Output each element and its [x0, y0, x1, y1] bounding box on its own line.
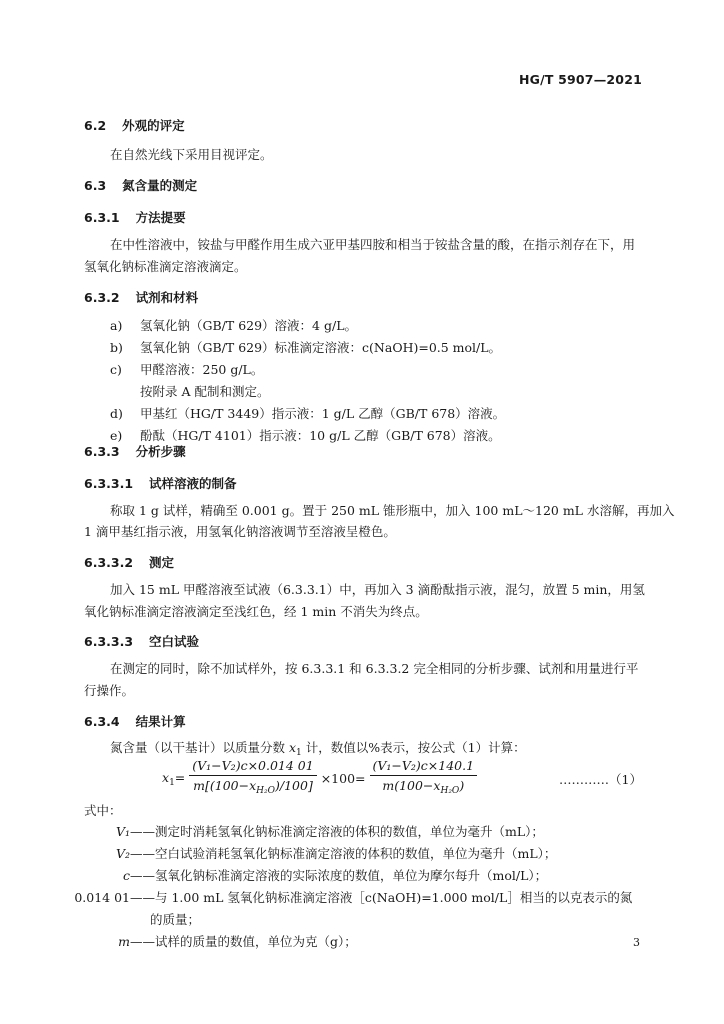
list-item-continuation: 按附录 A 配制和测定。	[140, 384, 270, 399]
definition-continuation: 的质量；	[150, 912, 201, 927]
list-text: 甲基红（HG/T 3449）指示液：1 g/L 乙醇（GB/T 678）溶液。	[140, 406, 506, 421]
heading-title: 结果计算	[135, 714, 186, 729]
list-item	[110, 404, 505, 422]
formula-eq: =	[174, 769, 186, 785]
definition-row	[0, 866, 547, 884]
intro-subscript: 1	[296, 748, 302, 758]
den-text: m[(100−x	[193, 778, 257, 793]
fraction-2-denominator	[370, 776, 478, 801]
heading-title: 氮含量的测定	[122, 178, 198, 193]
heading-number: 6.3.3	[84, 444, 120, 459]
heading-number: 6.3.1	[84, 210, 120, 225]
heading-6-3-3-1	[84, 474, 237, 492]
heading-6-2	[84, 116, 185, 134]
definition-symbol: V₂	[115, 846, 130, 861]
heading-6-3-3-3	[84, 632, 199, 650]
definition-row	[0, 888, 632, 906]
definition-row	[0, 932, 357, 950]
list-tag: c)	[110, 362, 122, 377]
standard-number: HG/T 5907—2021	[518, 72, 642, 87]
fraction-1-numerator: (V₁−V₂)c×0.014 01	[189, 756, 316, 776]
paragraph-line: 氧化钠标准滴定溶液滴定至浅红色，经 1 min 不消失为终点。	[84, 604, 428, 619]
heading-title: 试样溶液的制备	[149, 476, 237, 491]
fraction-2	[370, 756, 478, 801]
den-text: )/100]	[275, 778, 313, 793]
intro-variable: x	[288, 740, 297, 755]
heading-number: 6.3.4	[84, 714, 120, 729]
heading-number: 6.3	[84, 178, 107, 193]
fraction-1	[189, 756, 316, 801]
formula-intro	[110, 738, 526, 758]
formula-lhs	[162, 770, 185, 788]
formula-number: …………（1）	[559, 772, 642, 787]
definition-row	[0, 844, 556, 862]
list-item	[110, 316, 357, 334]
list-item	[110, 360, 263, 378]
formula-1	[162, 756, 477, 800]
den-text: m(100−x	[382, 778, 441, 793]
definition-text: ——空白试验消耗氢氧化钠标准滴定溶液的体积的数值，单位为毫升（mL）；	[130, 846, 557, 861]
paragraph-line: 在中性溶液中，铵盐与甲醛作用生成六亚甲基四胺和相当于铵盐含量的酸，在指示剂存在下，用	[110, 237, 636, 252]
heading-6-3	[84, 176, 197, 194]
definition-symbol: c	[122, 868, 130, 883]
heading-title: 试剂和材料	[135, 290, 199, 305]
paragraph-line: 行操作。	[84, 683, 135, 698]
definition-symbol: m	[118, 934, 130, 949]
definition-text: ——氢氧化钠标准滴定溶液的实际浓度的数值，单位为摩尔每升（mol/L）；	[130, 868, 548, 883]
list-tag: d)	[110, 406, 123, 421]
heading-number: 6.3.3.1	[84, 476, 134, 491]
heading-title: 空白试验	[149, 634, 200, 649]
heading-6-3-1	[84, 208, 186, 226]
paragraph-line: 氢氧化钠标准滴定溶液滴定。	[84, 259, 247, 274]
fraction-2-numerator: (V₁−V₂)c×140.1	[370, 756, 478, 776]
definition-text: ——与 1.00 mL 氢氧化钠标准滴定溶液［c(NaOH)=1.000 mol/L］相当的以克表示的氮	[130, 890, 633, 905]
list-text: 氢氧化钠（GB/T 629）标准滴定溶液：c(NaOH)=0.5 mol/L。	[140, 340, 502, 355]
heading-title: 方法提要	[135, 210, 186, 225]
list-item	[110, 338, 501, 356]
definition-text: ——试样的质量的数值，单位为克（g）；	[130, 934, 357, 949]
page-number: 3	[633, 936, 640, 949]
definition-symbol: V₁	[115, 824, 130, 839]
heading-6-3-3-2	[84, 553, 174, 571]
definition-symbol: 0.014 01	[74, 890, 130, 905]
where-label: 式中：	[84, 803, 122, 818]
heading-6-3-3	[84, 442, 186, 460]
den-sub: H₂O	[256, 786, 275, 796]
den-sub: H₂O	[440, 786, 460, 796]
heading-6-3-2	[84, 288, 198, 306]
intro-text: 氮含量（以干基计）以质量分数	[110, 740, 289, 755]
list-tag: a)	[110, 318, 123, 333]
heading-title: 外观的评定	[122, 118, 185, 133]
formula-var: x	[162, 769, 170, 785]
paragraph-line: 加入 15 mL 甲醛溶液至试液（6.3.3.1）中，再加入 3 滴酚酞指示液，混匀，放置 5 min，用氢	[110, 582, 645, 597]
definition-row	[0, 822, 544, 840]
heading-6-3-4	[84, 712, 186, 730]
heading-number: 6.3.3.3	[84, 634, 134, 649]
list-tag: e)	[110, 428, 123, 443]
heading-title: 测定	[149, 555, 175, 570]
intro-text: 计，数值以%表示，按公式（1）计算：	[301, 740, 526, 755]
formula-sub: 1	[169, 777, 175, 788]
heading-number: 6.3.3.2	[84, 555, 134, 570]
heading-title: 分析步骤	[135, 444, 186, 459]
list-text: 甲醛溶液：250 g/L。	[140, 362, 264, 377]
list-tag: b)	[110, 340, 123, 355]
formula-times-100: ×100=	[320, 771, 366, 786]
paragraph-6-2: 在自然光线下采用目视评定。	[110, 147, 273, 162]
list-text: 酚酞（HG/T 4101）指示液：10 g/L 乙醇（GB/T 678）溶液。	[140, 428, 501, 443]
heading-number: 6.3.2	[84, 290, 120, 305]
fraction-1-denominator	[189, 776, 316, 801]
paragraph-line: 在测定的同时，除不加试样外，按 6.3.3.1 和 6.3.3.2 完全相同的分析步骤、试剂和用量进行平	[110, 661, 639, 676]
list-text: 氢氧化钠（GB/T 629）溶液：4 g/L。	[140, 318, 357, 333]
definition-text: ——测定时消耗氢氧化钠标准滴定溶液的体积的数值，单位为毫升（mL）；	[130, 824, 544, 839]
den-text: )	[459, 778, 465, 793]
heading-number: 6.2	[84, 118, 107, 133]
paragraph-line: 1 滴甲基红指示液，用氢氧化钠溶液调节至溶液呈橙色。	[84, 524, 396, 539]
paragraph-line: 称取 1 g 试样，精确至 0.001 g。置于 250 mL 锥形瓶中，加入 100 mL～120 mL 水溶解，再加入	[110, 503, 675, 518]
